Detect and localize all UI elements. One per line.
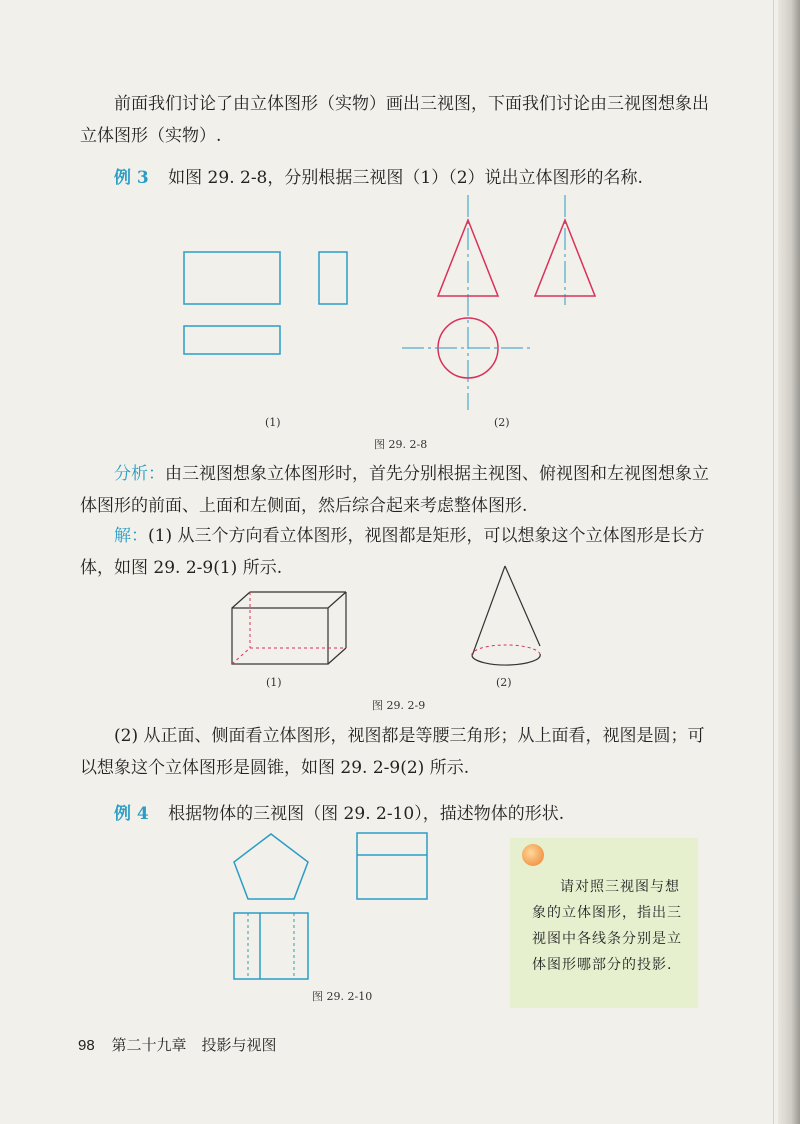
rect-view-vertical-split xyxy=(234,913,308,979)
note-bulb-icon xyxy=(522,844,544,866)
figure-29-2-8-sub2: (2) xyxy=(494,416,510,429)
side-note-text: 请对照三视图与想象的立体图形，指出三视图中各线条分别是立体图形哪部分的投影. xyxy=(532,879,682,973)
solution-label: 解： xyxy=(114,526,148,546)
example-4-label: 例 4 xyxy=(114,804,149,824)
intro-paragraph: 前面我们讨论了由立体图形（实物）画出三视图，下面我们讨论由三视图想象出立体图形（实物）. xyxy=(80,94,709,146)
page-number: 98 xyxy=(78,1037,95,1054)
rect-view-top-split xyxy=(357,833,427,899)
pentagon-view xyxy=(234,834,308,899)
analysis-text: 由三视图想象立体图形时，首先分别根据主视图、俯视图和左视图想象立体图形的前面、上面和左侧面，然后综合起来考虑整体图形. xyxy=(80,464,709,516)
solution-text: (1) 从三个方向看立体图形，视图都是矩形，可以想象这个立体图形是长方体，如图 29. 2-9(1) 所示. xyxy=(80,526,705,578)
example-4-text: 根据物体的三视图（图 29. 2-10），描述物体的形状. xyxy=(168,804,565,824)
figure-29-2-8-sub1: (1) xyxy=(265,416,281,429)
figure-29-2-9-sub2: (2) xyxy=(496,676,512,689)
figure-29-2-9-caption: 图 29. 2-9 xyxy=(372,699,426,712)
solution-2-paragraph: (2) 从正面、侧面看立体图形，视图都是等腰三角形；从上面看，视图是圆；可以想象这个立体图形是圆锥，如图 29. 2-9(2) 所示. xyxy=(80,726,705,778)
figure-29-2-9-sub1: (1) xyxy=(266,676,282,689)
page-footer xyxy=(78,1034,276,1055)
analysis-label: 分析： xyxy=(114,464,165,484)
example-3-label: 例 3 xyxy=(114,168,149,188)
side-note-box xyxy=(510,838,698,1008)
figure-29-2-10-caption: 图 29. 2-10 xyxy=(312,990,373,1003)
figure-29-2-8-caption: 图 29. 2-8 xyxy=(374,438,428,451)
hidden-lines xyxy=(248,913,294,979)
chapter-title: 第二十九章 投影与视图 xyxy=(111,1036,277,1054)
example-3-text: 如图 29. 2-8，分别根据三视图（1）（2）说出立体图形的名称. xyxy=(168,168,643,188)
